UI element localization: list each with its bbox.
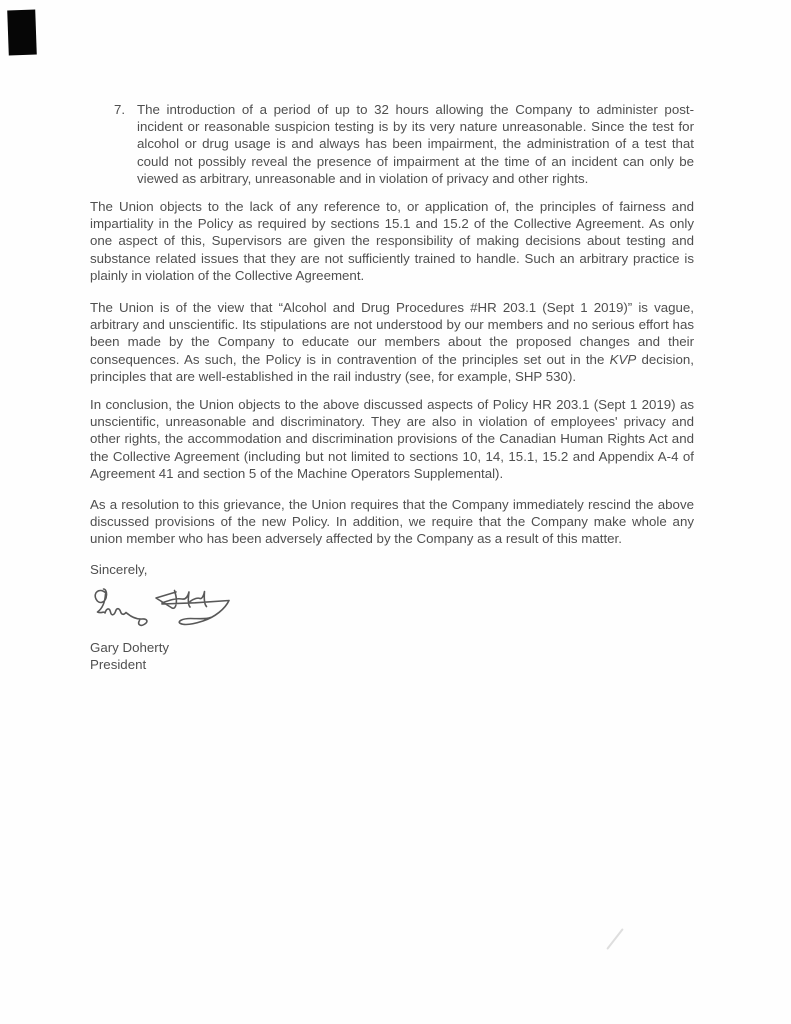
signatory-name: Gary Doherty	[90, 640, 170, 655]
numbered-point-7	[114, 101, 694, 187]
policy-vague-text-before: The Union is of the view that “Alcohol and Drug Procedures #HR 203.1 (Sept 1 2019)” is vague, arbitrary and unscientific. Its stipulations are not understood by our members and no serious effort has been made by the Company to educate our members about the proposed changes and their consequences. As such, the Policy is in contravention of the principles set out in the	[90, 300, 694, 367]
scan-scratch-artifact	[606, 928, 624, 950]
signature-block	[90, 639, 390, 673]
signatory-title: President	[90, 657, 147, 673]
kvp-decision-citation: KVP	[609, 351, 637, 367]
closing-salutation: Sincerely,	[90, 562, 148, 577]
point-7-text: The introduction of a period of up to 32 hours allowing the Company to administer post-incident or reasonable suspicion testing is by its very nature unreasonable. Since the test for alcohol or drug usage is and always has been impairment, the administration of a test that could not possibly reveal the presence of impairment at the time of an incident can only be viewed as arbitrary, unreasonable and in violation of privacy and other rights.	[137, 102, 694, 186]
paragraph-policy-vague	[90, 299, 694, 385]
signature-stroke-last-name	[156, 591, 229, 625]
point-number: 7.	[114, 102, 126, 117]
policy-vague-text-after: decision, principles that are well-established in the rail industry (see, for example, SHP 530).	[90, 351, 694, 384]
handwritten-signature	[92, 585, 234, 643]
scan-blotch-artifact	[7, 10, 37, 56]
paragraph-conclusion: In conclusion, the Union objects to the above discussed aspects of Policy HR 203.1 (Sept 1 2019) as unscientific, unreasonable and discriminatory. They are also in violation of employees' privacy and other rights, the accommodation and discrimination provisions of the Canadian Human Rights Act and the Collective Agreement (including but not limited to sections 10, 14, 15.1, 15.2 and Appendix A-4 of Agreement 41 and section 5 of the Machine Operators Supplemental).	[90, 397, 694, 481]
paragraph-fairness-objection: The Union objects to the lack of any reference to, or application of, the principles of fairness and impartiality in the Policy as required by sections 15.1 and 15.2 of the Collective Agreement. As only one aspect of this, Supervisors are given the responsibility of making decisions about testing and substance related issues that they are not sufficiently trained to handle. Such an arbitrary practice is plainly in violation of the Collective Agreement.	[90, 199, 694, 283]
paragraph-resolution-demand: As a resolution to this grievance, the Union requires that the Company immediately rescind the above discussed provisions of the new Policy. In addition, we require that the Company make whole any union member who has been adversely affected by the Company as a result of this matter.	[90, 497, 694, 547]
signature-stroke-first-name	[95, 589, 147, 625]
